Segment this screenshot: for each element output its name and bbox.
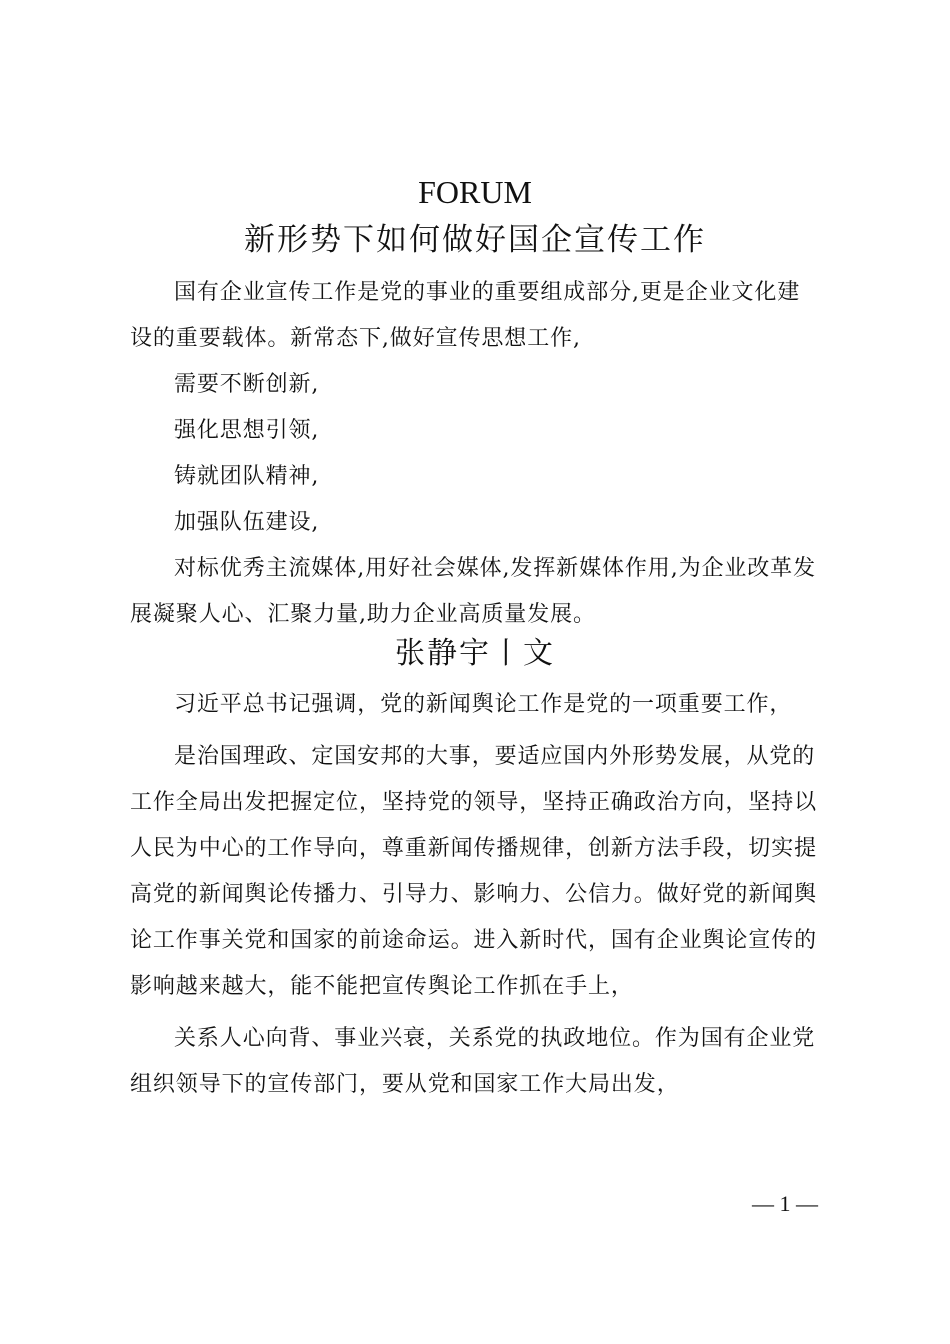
intro-paragraph: 铸就团队精神, [174,464,320,489]
intro-paragraph: 对标优秀主流媒体,用好社会媒体,发挥新媒体作用,为企业改革发展凝聚人心、汇聚力量,助力企业高质量发展。 [130,556,816,627]
author-byline: 张静宇丨文 [395,636,555,671]
intro-paragraph: 需要不断创新, [174,372,320,397]
intro-block [130,270,820,638]
body-paragraph: 是治国理政、定国安邦的大事，要适应国内外形势发展，从党的工作全局出发把握定位，坚持党的领导，坚持正确政治方向，坚持以人民为中心的工作导向，尊重新闻传播规律，创新方法手段，切实提高党的新闻舆论传播力、引导力、影响力、公信力。做好党的新闻舆论工作事关党和国家的前途命运。进入新时代，国有企业舆论宣传的影响越来越大，能不能把宣传舆论工作抓在手上， [130,744,818,999]
intro-paragraph: 强化思想引领, [174,418,320,443]
intro-paragraph: 加强队伍建设, [174,510,320,535]
section-header: FORUM [418,174,532,210]
intro-paragraph: 国有企业宣传工作是党的事业的重要组成部分,更是企业文化建设的重要载体。新常态下,做好宣传思想工作, [130,280,801,351]
page-number: — 1 — [752,1191,818,1216]
body-paragraph: 习近平总书记强调，党的新闻舆论工作是党的一项重要工作， [174,692,793,717]
body-block [130,682,820,1114]
body-paragraph: 关系人心向背、事业兴衰，关系党的执政地位。作为国有企业党组织领导下的宣传部门，要从党和国家工作大局出发， [130,1026,816,1097]
article-title: 新形势下如何做好国企宣传工作 [244,222,706,258]
